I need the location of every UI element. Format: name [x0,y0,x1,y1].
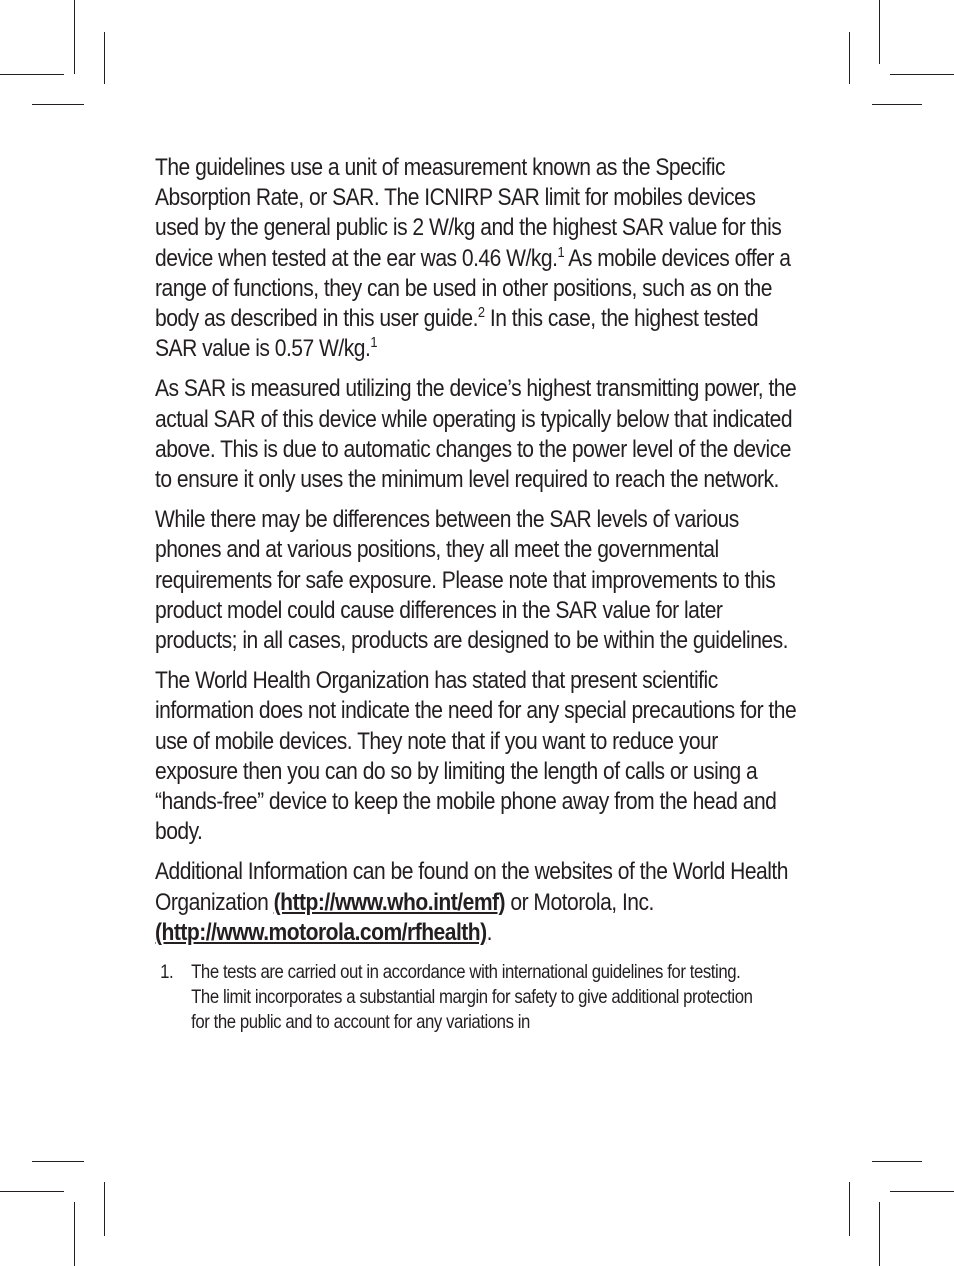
crop-mark [74,0,75,74]
paragraph [155,857,804,948]
page-content [155,153,803,1035]
footnote-text: The tests are carried out in accordance with international guidelines for testing. The limit incorporates a substantial margin for safety to give additional protection for the public and to account for any variations in [191,961,753,1034]
footnotes [155,960,803,1035]
web-link[interactable]: (http://www.motorola.com/rfhealth) [155,918,487,946]
footnote [155,960,757,1035]
text-run: While there may be differences between the SAR levels of various phones and at various positions, they all meet the governmental requirements for safe exposure. Please note that improvements to this product model could cause differences in the SAR value for later products; in all cases, products are designed to be within the guidelines. [155,506,788,655]
text-run: As SAR is measured utilizing the device’s highest transmitting power, the actual SAR of this device while operating is typically below that indicated above. This is due to automatic changes to the power level of the device to ensure it only uses the minimum level required to reach the network. [155,375,797,494]
crop-mark [872,104,922,105]
text-run: The World Health Organization has stated that present scientific information does not indicate the need for any special precautions for the use of mobile devices. They note that if you want to reduce your exposure then you can do so by limiting the length of calls or using a “hands-free” device to keep the mobile phone away from the head and body. [155,667,797,846]
footnote-ref: 1 [557,243,565,261]
web-link[interactable]: (http://www.who.int/emf) [273,888,506,916]
crop-mark [0,1191,64,1192]
crop-mark [872,1161,922,1162]
text-run: As mobile devices offer a range of functions, they can be used in other positions, such as on the body as described in this user guide. [155,244,791,333]
footnote-ref: 2 [477,304,485,322]
paragraph [155,153,804,364]
text-run: . [486,918,493,946]
crop-mark [879,1202,880,1266]
text-run: The guidelines use a unit of measurement known as the Specific Absorption Rate, or SAR. The ICNIRP SAR limit for mobiles devices used by the general public is 2 W/kg and the highest SAR value for this device when tested at the ear was 0.46 W/kg. [155,154,782,272]
crop-mark [32,104,84,105]
text-run: In this case, the highest tested SAR value is 0.57 W/kg. [155,305,759,363]
crop-mark [74,1202,75,1266]
crop-mark [104,1182,105,1236]
text-run: or Motorola, Inc. [505,888,654,916]
paragraph [155,505,804,656]
crop-mark [879,0,880,64]
paragraph [155,666,804,847]
crop-mark [32,1161,84,1162]
crop-mark [849,32,850,84]
crop-mark [104,32,105,84]
crop-mark [890,1191,954,1192]
crop-mark [890,74,954,75]
crop-mark [849,1182,850,1236]
footnote-ref: 1 [370,334,377,352]
body-text [155,153,803,948]
text-run: Additional Information can be found on the websites of the World Health Organization [155,858,788,916]
paragraph [155,374,804,495]
crop-mark [0,74,64,75]
footnote-number: 1. [160,961,174,984]
